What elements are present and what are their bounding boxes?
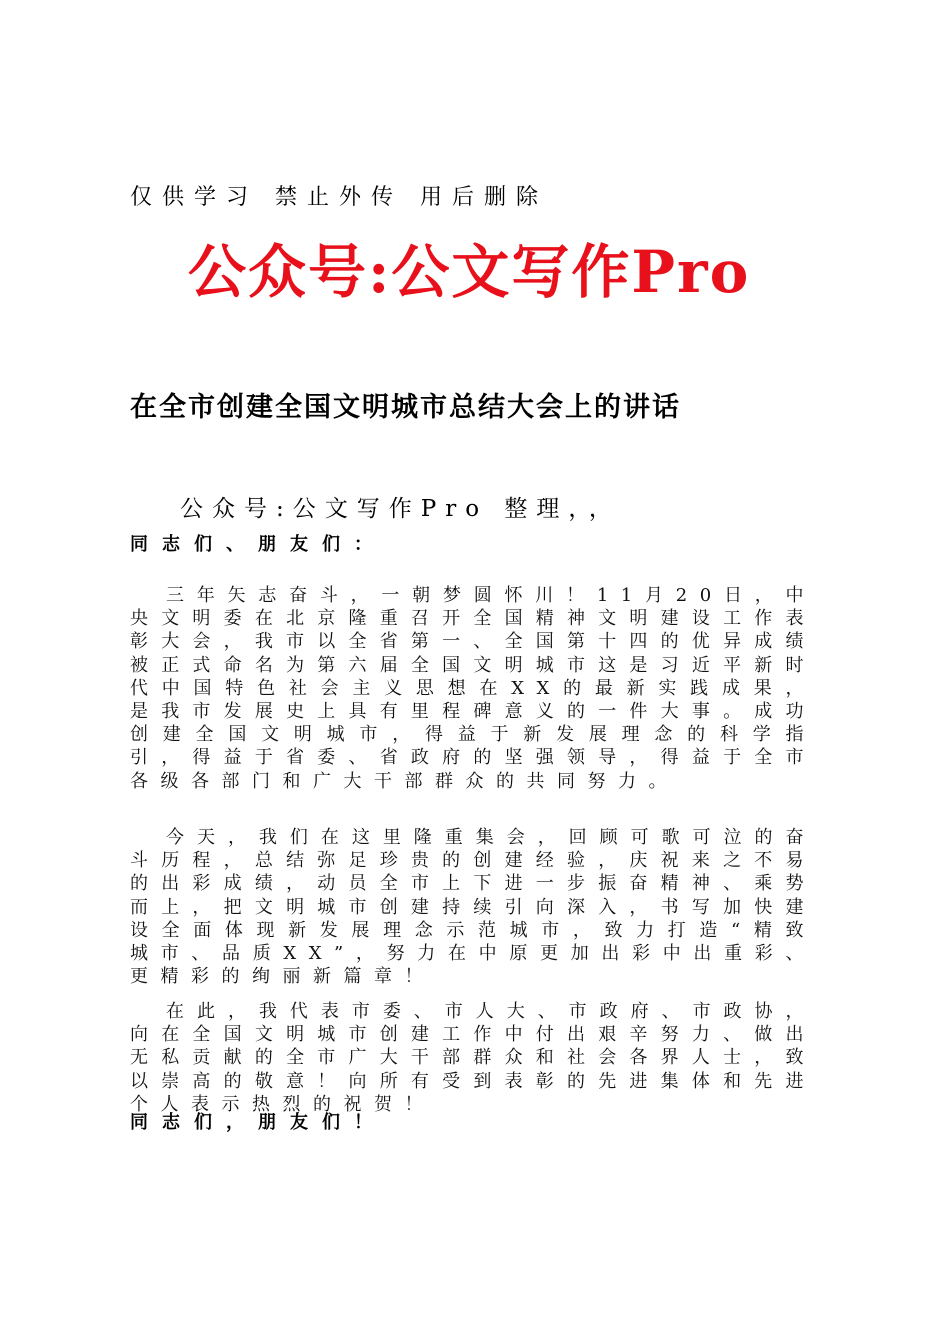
brand-banner: 公众号:公文写作Pro bbox=[188, 238, 751, 306]
salutation-closing: 同志们，朋友们！ bbox=[130, 1112, 386, 1133]
paragraph-2: 今天，我们在这里隆重集会，回顾可歌可泣的奋斗历程，总结弥足珍贵的创建经验，庆祝来之不易的出彩成绩，动员全市上下进一步振奋精神、乘势而上，把文明城市创建持续引向深入，书写加快建设全面体现新发展理念示范城市，致力打造“精致城市、品质XX”，努力在中原更加出彩中出重彩、更精彩的绚丽新篇章！ bbox=[130, 827, 816, 988]
salutation-opening: 同志们、朋友们： bbox=[130, 534, 386, 555]
organizer-line: 公众号:公文写作Pro 整理，， bbox=[180, 496, 621, 522]
paragraph-1: 三年矢志奋斗，一朝梦圆怀川！11月20日，中央文明委在北京隆重召开全国精神文明建设工作表彰大会，我市以全省第一、全国第十四的优异成绩被正式命名为第六届全国文明城市这是习近平新时代中国特色社会主义思想在XX的最新实践成果，是我市发展史上具有里程碑意义的一件大事。成功创建全国文明城市，得益于新发展理念的科学指引，得益于省委、省政府的坚强领导，得益于全市各级各部门和广大干部群众的共同努力。 bbox=[130, 585, 816, 792]
usage-notice: 仅供学习 禁止外传 用后删除 bbox=[130, 185, 548, 210]
document-title: 在全市创建全国文明城市总结大会上的讲话 bbox=[130, 392, 681, 423]
paragraph-3: 在此，我代表市委、市人大、市政府、市政协，向在全国文明城市创建工作中付出艰辛努力、做出无私贡献的全市广大干部群众和社会各界人士，致以崇高的敬意！向所有受到表彰的先进集体和先进个人表示热烈的祝贺！ bbox=[130, 1001, 816, 1115]
